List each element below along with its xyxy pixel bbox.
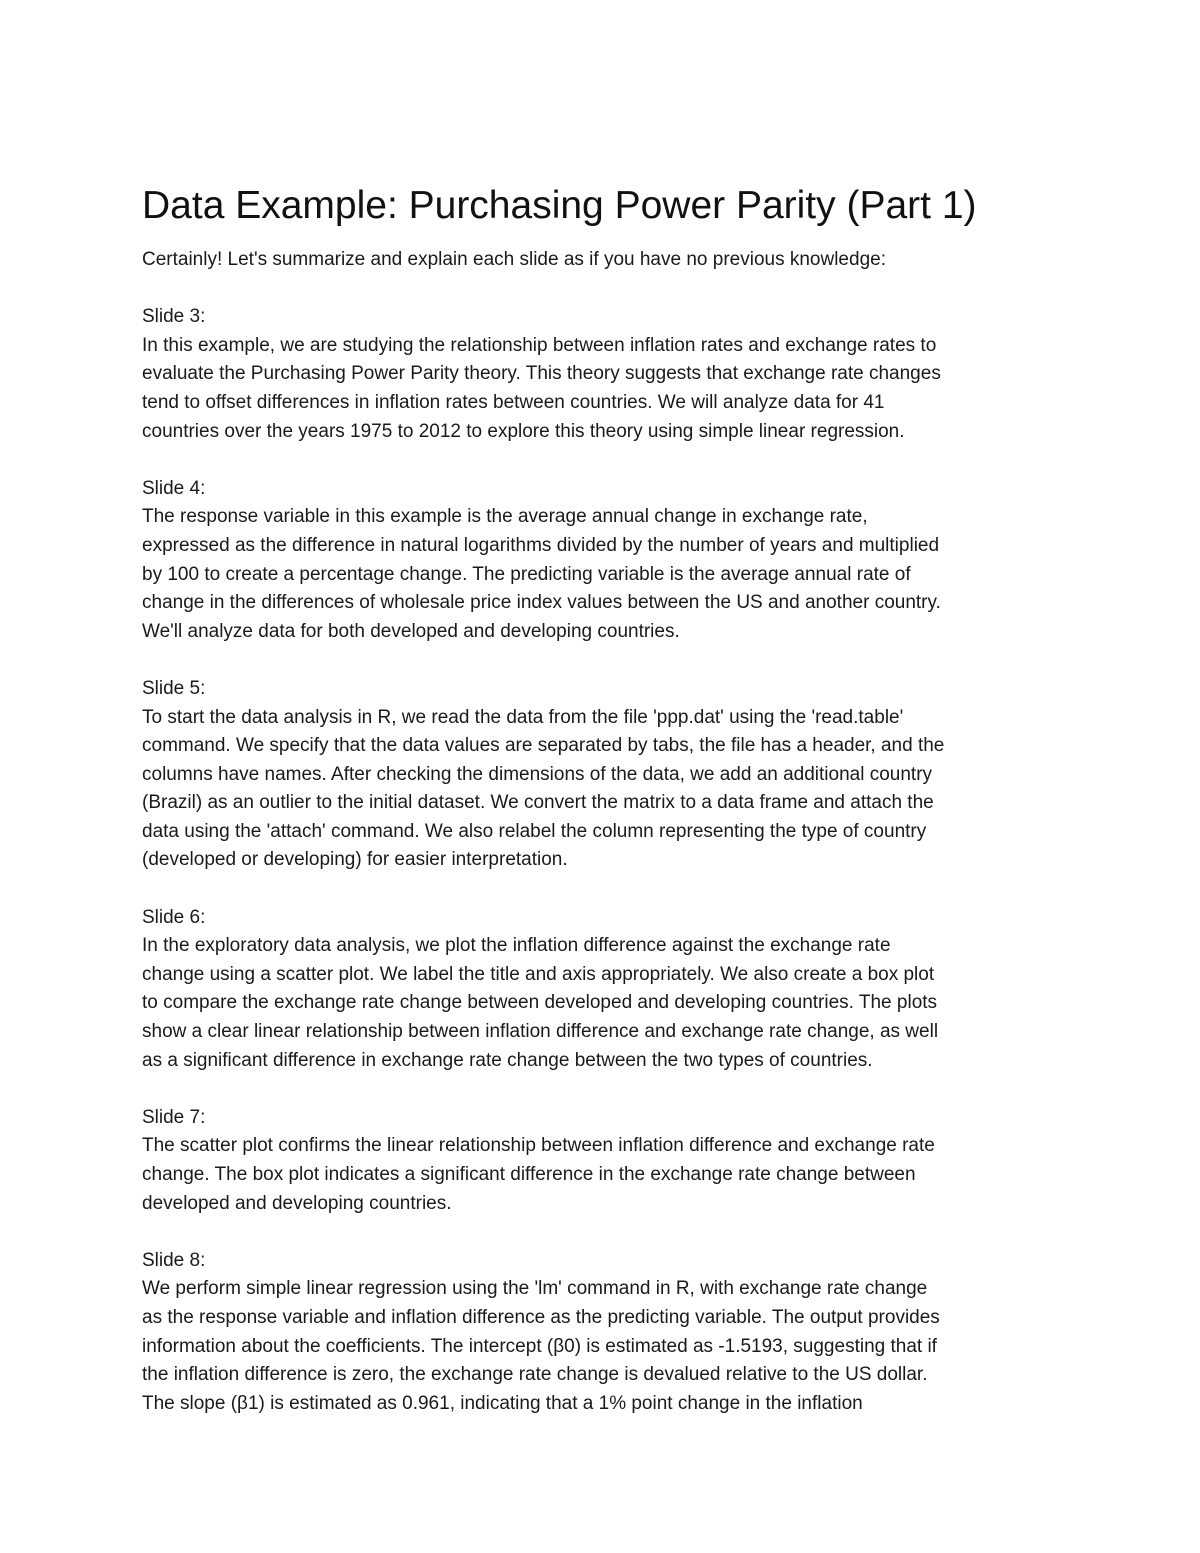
text-line: as the response variable and inflation difference as the predicting variable. The output provides	[142, 1306, 940, 1328]
text-line: In the exploratory data analysis, we plot the inflation difference against the exchange rate	[142, 935, 891, 957]
slide-heading: Slide 5:	[142, 677, 206, 699]
slide-section	[142, 675, 1062, 875]
slide-heading: Slide 4:	[142, 477, 206, 499]
text-line: developed and developing countries.	[142, 1192, 452, 1214]
text-line: tend to offset differences in inflation rates between countries. We will analyze data for 41	[142, 391, 885, 413]
slide-heading: Slide 7:	[142, 1106, 206, 1128]
slide-heading: Slide 8:	[142, 1249, 206, 1271]
slide-body	[142, 1275, 1062, 1418]
text-line: The response variable in this example is the average annual change in exchange rate,	[142, 506, 868, 528]
slide-body	[142, 1132, 1062, 1218]
text-line: the inflation difference is zero, the exchange rate change is devalued relative to the US dollar.	[142, 1364, 928, 1386]
document-content	[142, 180, 1062, 1418]
slide-section	[142, 475, 1062, 647]
text-line: countries over the years 1975 to 2012 to explore this theory using simple linear regression.	[142, 420, 905, 442]
text-line: show a clear linear relationship between inflation difference and exchange rate change, as well	[142, 1021, 939, 1043]
text-line: (developed or developing) for easier interpretation.	[142, 849, 568, 871]
text-line: expressed as the difference in natural logarithms divided by the number of years and multiplied	[142, 534, 940, 556]
text-line: by 100 to create a percentage change. The predicting variable is the average annual rate of	[142, 563, 911, 585]
text-line: The slope (β1) is estimated as 0.961, indicating that a 1% point change in the inflation	[142, 1392, 863, 1414]
text-line: We'll analyze data for both developed and developing countries.	[142, 620, 680, 642]
text-line: change. The box plot indicates a significant difference in the exchange rate change between	[142, 1164, 916, 1185]
intro-paragraph: Certainly! Let's summarize and explain each slide as if you have no previous knowledge:	[142, 249, 886, 270]
text-line: to compare the exchange rate change between developed and developing countries. The plots	[142, 992, 938, 1014]
text-line: as a significant difference in exchange rate change between the two types of countries.	[142, 1049, 873, 1071]
slide-section	[142, 303, 1062, 446]
text-line: To start the data analysis in R, we read the data from the file 'ppp.dat' using the 'read.table'	[142, 706, 904, 728]
text-line: change using a scatter plot. We label the title and axis appropriately. We also create a box plot	[142, 963, 935, 985]
text-line: The scatter plot confirms the linear relationship between inflation difference and exchange rate	[142, 1135, 935, 1157]
text-line: In this example, we are studying the relationship between inflation rates and exchange rates to	[142, 334, 937, 356]
slide-body	[142, 332, 1062, 446]
text-line: (Brazil) as an outlier to the initial dataset. We convert the matrix to a data frame and attach the	[142, 792, 934, 814]
document-title: Data Example: Purchasing Power Parity (Part 1)	[142, 184, 977, 227]
text-line: evaluate the Purchasing Power Parity theory. This theory suggests that exchange rate changes	[142, 363, 941, 385]
text-line: information about the coefficients. The intercept (β0) is estimated as -1.5193, suggesting that if	[142, 1335, 937, 1357]
slide-section	[142, 904, 1062, 1076]
text-line: data using the 'attach' command. We also relabel the column representing the type of country	[142, 820, 927, 842]
slide-body	[142, 503, 1062, 646]
slide-body	[142, 704, 1062, 876]
text-line: We perform simple linear regression using the 'lm' command in R, with exchange rate change	[142, 1278, 928, 1300]
slide-heading: Slide 3:	[142, 306, 206, 328]
text-line: columns have names. After checking the dimensions of the data, we add an additional country	[142, 763, 933, 785]
text-line: change in the differences of wholesale price index values between the US and another country.	[142, 592, 941, 614]
slide-section	[142, 1104, 1062, 1218]
slide-body	[142, 932, 1062, 1075]
text-line: command. We specify that the data values are separated by tabs, the file has a header, and the	[142, 735, 945, 757]
slide-section	[142, 1247, 1062, 1419]
slide-heading: Slide 6:	[142, 906, 206, 928]
